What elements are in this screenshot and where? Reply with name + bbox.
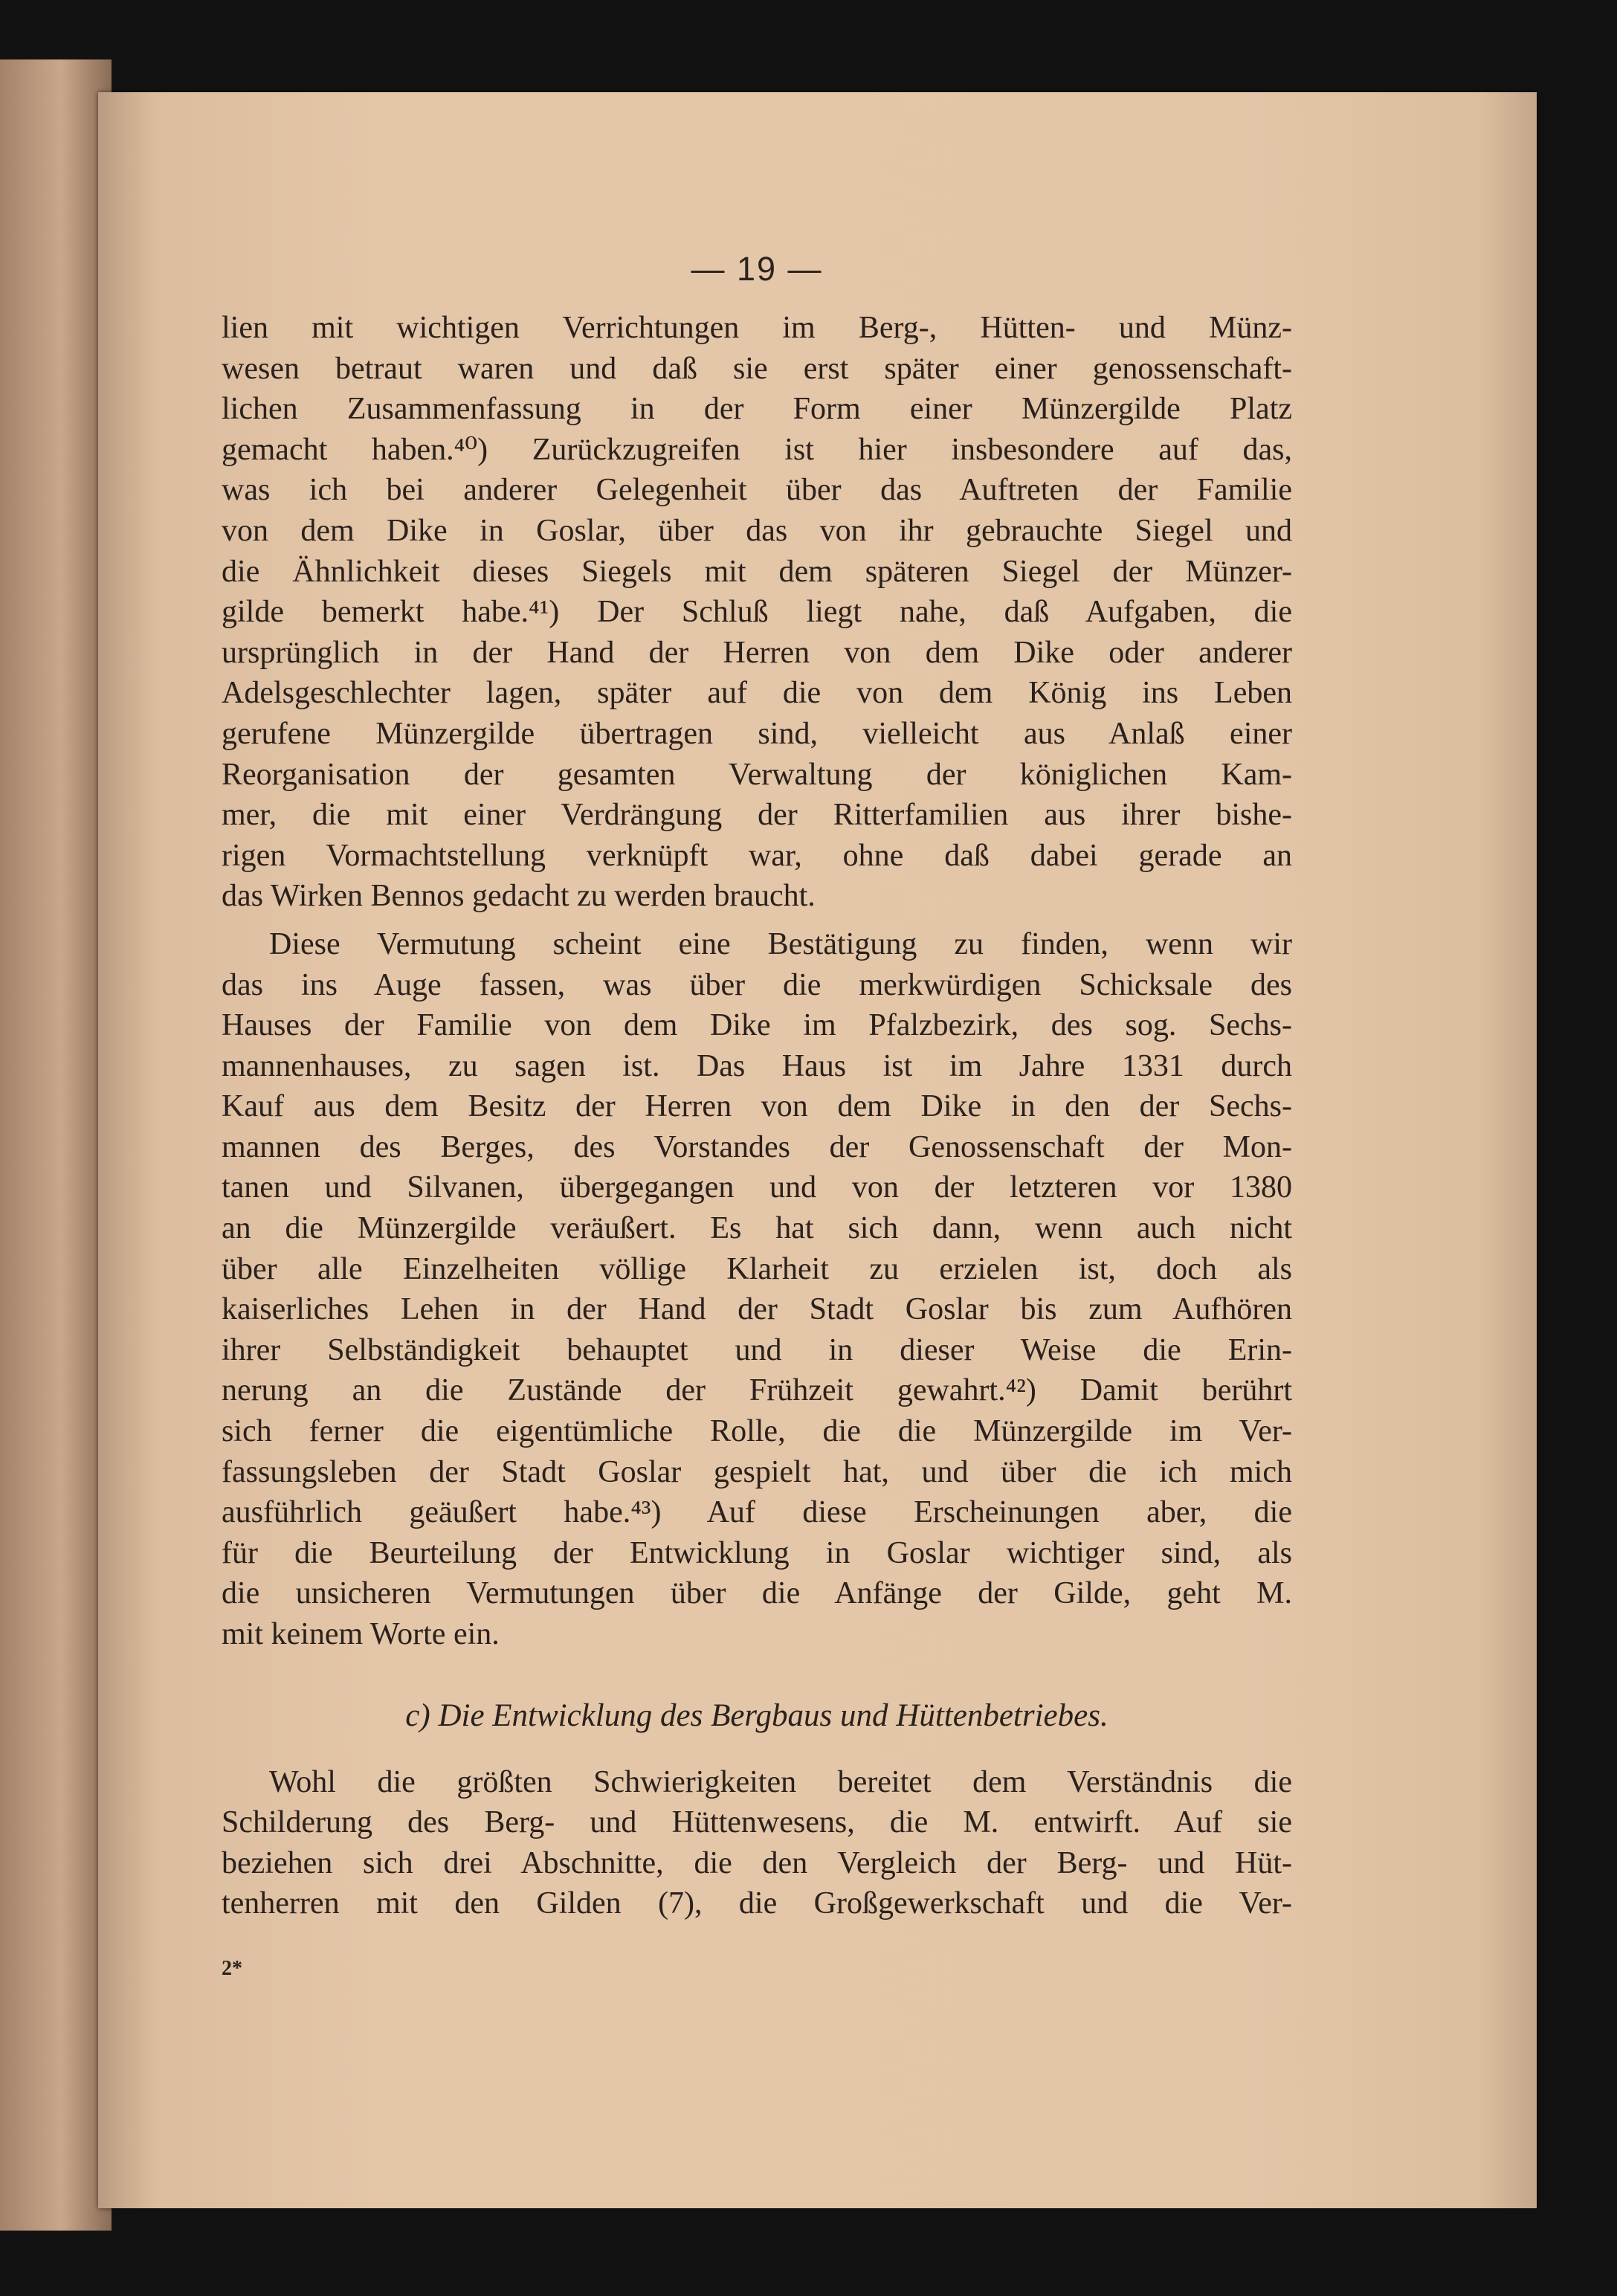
text-line: über alle Einzelheiten völlige Klarheit zu erzielen ist, doch als xyxy=(222,1251,1292,1286)
text-line: die unsicheren Vermutungen über die Anfänge der Gilde, geht M. xyxy=(222,1576,1292,1611)
text-line: gemacht haben.⁴⁰) Zurückzugreifen ist hier insbesondere auf das, xyxy=(222,432,1292,467)
text-line: ausführlich geäußert habe.⁴³) Auf diese Erscheinungen aber, die xyxy=(222,1495,1292,1530)
text-line: mit keinem Worte ein. xyxy=(222,1617,500,1651)
text-line: rigen Vormachtstellung verknüpft war, ohne daß dabei gerade an xyxy=(222,838,1292,873)
text-line: ursprünglich in der Hand der Herren von dem Dike oder anderer xyxy=(222,635,1292,670)
text-line: gerufene Münzergilde übertragen sind, vielleicht aus Anlaß einer xyxy=(222,716,1292,751)
text-line: das ins Auge fassen, was über die merkwürdigen Schicksale des xyxy=(222,967,1292,1002)
paragraph-3 xyxy=(222,1762,1292,1924)
text-line: sich ferner die eigentümliche Rolle, die die Münzergilde im Ver- xyxy=(222,1414,1292,1449)
text-line: mannenhauses, zu sagen ist. Das Haus ist im Jahre 1331 durch xyxy=(222,1048,1292,1083)
text-line: mannen des Berges, des Vorstandes der Genossenschaft der Mon- xyxy=(222,1129,1292,1164)
text-line: beziehen sich drei Abschnitte, die den Vergleich der Berg- und Hüt- xyxy=(222,1845,1292,1880)
text-line: mer, die mit einer Verdrängung der Ritterfamilien aus ihrer bishe- xyxy=(222,798,1292,833)
text-line: lien mit wichtigen Verrichtungen im Berg-, Hütten- und Münz- xyxy=(222,311,1292,345)
text-line: Diese Vermutung scheint eine Bestätigung zu finden, wenn wir xyxy=(269,926,1292,961)
text-line: fassungsleben der Stadt Goslar gespielt hat, und über die ich mich xyxy=(222,1454,1292,1489)
text-line: Hauses der Familie von dem Dike im Pfalzbezirk, des sog. Sechs- xyxy=(222,1008,1292,1043)
text-line: kaiserliches Lehen in der Hand der Stadt Goslar bis zum Aufhören xyxy=(222,1292,1292,1327)
text-line: was ich bei anderer Gelegenheit über das Auftreten der Familie xyxy=(222,473,1292,508)
text-line: Adelsgeschlechter lagen, später auf die von dem König ins Leben xyxy=(222,676,1292,711)
text-line: nerung an die Zustände der Frühzeit gewahrt.⁴²) Damit berührt xyxy=(222,1373,1292,1408)
text-line: gilde bemerkt habe.⁴¹) Der Schluß liegt nahe, daß Aufgaben, die xyxy=(222,595,1292,630)
text-line: Wohl die größten Schwierigkeiten bereitet dem Verständnis die xyxy=(269,1764,1292,1799)
text-line: an die Münzergilde veräußert. Es hat sich dann, wenn auch nicht xyxy=(222,1211,1292,1246)
text-line: Schilderung des Berg- und Hüttenwesens, die M. entwirft. Auf sie xyxy=(222,1805,1292,1840)
text-line: das Wirken Bennos gedacht zu werden braucht. xyxy=(222,879,816,914)
text-line: lichen Zusammenfassung in der Form einer Münzergilde Platz xyxy=(222,392,1292,427)
text-line: von dem Dike in Goslar, über das von ihr gebrauchte Siegel und xyxy=(222,513,1292,548)
text-line: ihrer Selbständigkeit behauptet und in dieser Weise die Erin- xyxy=(222,1332,1292,1367)
text-line: Kauf aus dem Besitz der Herren von dem Dike in den der Sechs- xyxy=(222,1089,1292,1124)
page-number: — 19 — xyxy=(691,250,823,288)
left-page-edge xyxy=(0,59,112,2231)
text-line: die Ähnlichkeit dieses Siegels mit dem späteren Siegel der Münzer- xyxy=(222,554,1292,589)
text-line: für die Beurteilung der Entwicklung in Goslar wichtiger sind, als xyxy=(222,1535,1292,1570)
page-text-block xyxy=(222,155,1292,1981)
text-line: Reorganisation der gesamten Verwaltung der königlichen Kam- xyxy=(222,757,1292,792)
paragraph-2 xyxy=(222,924,1292,1655)
paragraph-1 xyxy=(222,308,1292,917)
section-heading: c) Die Entwicklung des Bergbaus und Hüttenbetriebes. xyxy=(405,1697,1108,1733)
text-line: wesen betraut waren und daß sie erst später einer genossenschaft- xyxy=(222,351,1292,386)
text-line: tenherren mit den Gilden (7), die Großgewerkschaft und die Ver- xyxy=(222,1886,1292,1921)
signature-mark: 2* xyxy=(222,1956,242,1980)
text-line: tanen und Silvanen, übergegangen und von der letzteren vor 1380 xyxy=(222,1170,1292,1205)
